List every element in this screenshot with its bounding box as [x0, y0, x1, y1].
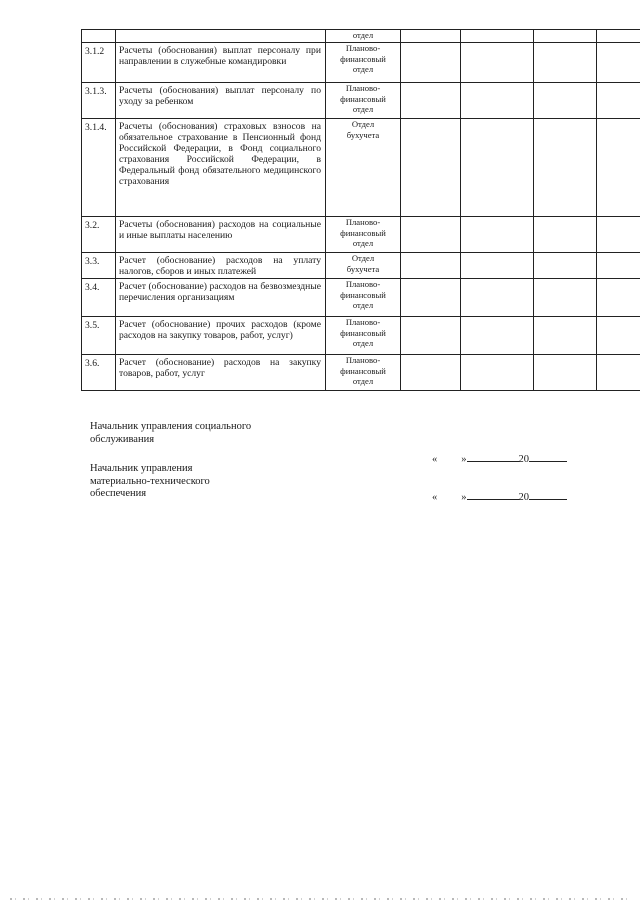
empty-cell	[401, 253, 461, 279]
empty-cell	[534, 279, 597, 317]
signature-title-line: Начальник управления	[90, 463, 193, 474]
department-label-line: бухучета	[346, 263, 380, 274]
row-description: Расчеты (обоснования) выплат персоналу при направлении в служебные командировки	[116, 43, 326, 83]
table-row	[82, 253, 640, 279]
date-open-quote: «	[432, 492, 438, 503]
day-blank[interactable]	[437, 452, 461, 462]
department-label-line: Планово-	[345, 279, 381, 289]
empty-cell	[461, 217, 534, 253]
department-cell	[326, 253, 401, 279]
department-label-line: отдел	[352, 64, 374, 74]
year-prefix: 20	[518, 492, 529, 503]
department-label-line: финансовый	[340, 93, 386, 104]
signature-block-technical-support	[90, 463, 210, 501]
date-close-quote: »	[461, 454, 467, 465]
empty-cell	[597, 355, 640, 391]
department-cell	[326, 279, 401, 317]
table-row	[82, 217, 640, 253]
empty-cell	[461, 355, 534, 391]
table-row-header-fragment	[82, 30, 640, 43]
row-number: 3.1.2	[82, 43, 116, 83]
department-label-line: Отдел	[351, 119, 375, 129]
row-description: Расчет (обоснование) расходов на уплату налогов, сборов и иных платежей	[116, 253, 326, 279]
department-label-line: Планово-	[345, 317, 381, 327]
row-number: 3.2.	[82, 217, 116, 253]
date-field-technical-support[interactable]	[432, 489, 567, 503]
empty-cell	[461, 317, 534, 355]
empty-cell	[401, 279, 461, 317]
department-label-line: Планово-	[345, 355, 381, 365]
row-number: 3.6.	[82, 355, 116, 391]
date-close-quote: »	[461, 492, 467, 503]
empty-cell	[534, 317, 597, 355]
row-description: Расчеты (обоснования) страховых взносов на обязательное страхование в Пенсионный фонд Российской Федерации, в Фонд социального страхования Российской Федерации, в Федеральный фонд обязательного медицинского страхования	[116, 119, 326, 217]
row-description: Расчеты (обоснования) расходов на социальные и иные выплаты населению	[116, 217, 326, 253]
row-description: Расчеты (обоснования) выплат персоналу по уходу за ребенком	[116, 83, 326, 119]
department-label-line: отдел	[352, 238, 374, 248]
empty-cell	[401, 43, 461, 83]
empty-cell	[534, 43, 597, 83]
empty-cell	[461, 43, 534, 83]
table-cell	[116, 30, 326, 43]
department-cell	[326, 30, 401, 43]
department-label-line: Планово-	[345, 217, 381, 227]
row-number: 3.1.3.	[82, 83, 116, 119]
row-number: 3.1.4.	[82, 119, 116, 217]
empty-cell	[534, 83, 597, 119]
department-label-line: финансовый	[340, 327, 386, 338]
row-number: 3.3.	[82, 253, 116, 279]
signature-title-line: Начальник управления социального	[90, 421, 252, 432]
row-number: 3.5.	[82, 317, 116, 355]
table-row	[82, 119, 640, 217]
empty-cell	[597, 317, 640, 355]
empty-cell	[461, 253, 534, 279]
department-label-line: финансовый	[340, 53, 386, 64]
table-cell	[401, 30, 461, 43]
date-open-quote: «	[432, 454, 438, 465]
department-label-line: финансовый	[340, 227, 386, 238]
department-label-line: отдел	[352, 338, 374, 348]
department-cell	[326, 119, 401, 217]
row-description: Расчет (обоснование) прочих расходов (кроме расходов на закупку товаров, работ, услуг)	[116, 317, 326, 355]
department-label-line: отдел	[352, 104, 374, 114]
empty-cell	[534, 119, 597, 217]
empty-cell	[401, 317, 461, 355]
signature-title-line: обслуживания	[90, 433, 155, 445]
department-label-line: отдел	[352, 300, 374, 310]
empty-cell	[401, 83, 461, 119]
table-row	[82, 355, 640, 391]
table-row	[82, 317, 640, 355]
empty-cell	[534, 253, 597, 279]
month-blank[interactable]	[467, 451, 519, 462]
scan-artifact-line	[10, 898, 630, 900]
empty-cell	[597, 217, 640, 253]
department-cell	[326, 317, 401, 355]
month-blank[interactable]	[467, 489, 519, 500]
department-label-line: отдел	[352, 376, 374, 386]
row-description: Расчет (обоснование) расходов на закупку товаров, работ, услуг	[116, 355, 326, 391]
signature-block-social-service	[90, 421, 251, 446]
empty-cell	[461, 119, 534, 217]
date-field-social-service[interactable]	[432, 451, 567, 465]
empty-cell	[597, 83, 640, 119]
empty-cell	[461, 83, 534, 119]
empty-cell	[534, 355, 597, 391]
signature-title-line: обеспечения	[90, 488, 147, 499]
year-prefix: 20	[518, 454, 529, 465]
empty-cell	[597, 43, 640, 83]
document-table	[81, 29, 640, 391]
department-label-line: финансовый	[340, 289, 386, 300]
empty-cell	[401, 217, 461, 253]
row-number: 3.4.	[82, 279, 116, 317]
department-label-line: Планово-	[345, 83, 381, 93]
row-description: Расчет (обоснование) расходов на безвозмездные перечисления организациям	[116, 279, 326, 317]
department-cell	[326, 83, 401, 119]
empty-cell	[401, 355, 461, 391]
table-cell	[597, 30, 640, 43]
table-row	[82, 43, 640, 83]
department-cell	[326, 355, 401, 391]
department-label-line: бухучета	[346, 129, 380, 140]
day-blank[interactable]	[437, 490, 461, 500]
table-cell	[461, 30, 534, 43]
department-label-line: финансовый	[340, 365, 386, 376]
department-label-line: Отдел	[351, 253, 375, 263]
empty-cell	[461, 279, 534, 317]
table-row	[82, 279, 640, 317]
department-label-line: Планово-	[345, 43, 381, 53]
empty-cell	[597, 119, 640, 217]
table-cell	[82, 30, 116, 43]
year-blank[interactable]	[529, 489, 567, 500]
empty-cell	[597, 253, 640, 279]
empty-cell	[597, 279, 640, 317]
department-cell	[326, 43, 401, 83]
signature-title-line: материально-технического	[90, 475, 210, 487]
empty-cell	[401, 119, 461, 217]
empty-cell	[534, 217, 597, 253]
department-label: отдел	[352, 30, 374, 40]
table-row	[82, 83, 640, 119]
table-cell	[534, 30, 597, 43]
department-cell	[326, 217, 401, 253]
year-blank[interactable]	[529, 451, 567, 462]
